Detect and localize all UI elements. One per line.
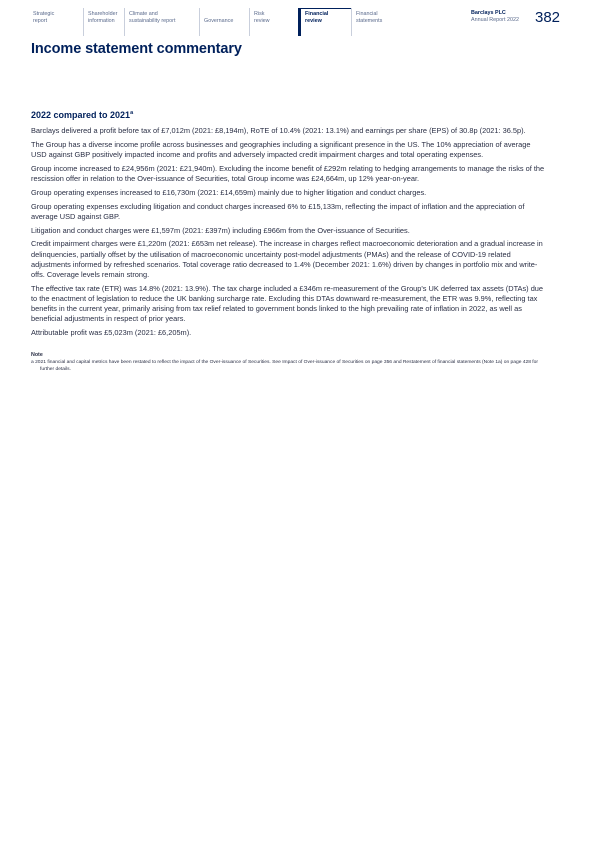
nav-tab-label-line2: statements bbox=[356, 18, 383, 24]
report-brand bbox=[471, 10, 519, 24]
page-title: Income statement commentary bbox=[31, 41, 242, 57]
nav-tab-strategic-report[interactable] bbox=[31, 8, 84, 36]
main-content bbox=[31, 110, 547, 373]
nav-tab-financial-review[interactable] bbox=[301, 8, 352, 36]
nav-tab-governance[interactable] bbox=[199, 8, 250, 36]
nav-tab-label-line1: Financial bbox=[356, 11, 378, 17]
nav-tab-label-line2: report bbox=[33, 18, 48, 24]
nav-tab-label-line2: information bbox=[88, 18, 115, 24]
section-heading bbox=[31, 110, 547, 120]
footnote-marker: a bbox=[130, 110, 134, 116]
nav-tab-financial-statements[interactable] bbox=[351, 8, 431, 36]
paragraph-effective-tax-rate: The effective tax rate (ETR) was 14.8% (2021: 13.9%). The tax charge included a £346m re-measurement of the Group's UK deferred tax assets (DTAs) due to the enactment of legislation to reduce the UK banking surcharge rate. Excluding this DTAs downward re-measurement, the ETR was 9.9%, reflecting tax benefits in the current year, primarily arising from tax relief related to government bonds linked to the high prevailing rate of inflation in 2022, as well as beneficial adjustments in respect of prior years. bbox=[31, 283, 544, 324]
nav-tab-label-line1: Strategic bbox=[33, 11, 55, 17]
nav-tab-label-line1 bbox=[204, 11, 250, 18]
paragraph-attributable-profit: Attributable profit was £5,023m (2021: £6,205m). bbox=[31, 328, 192, 338]
nav-tab-label-line2: review bbox=[254, 18, 270, 24]
paragraph-litigation-charges: Litigation and conduct charges were £1,597m (2021: £397m) including £966m from the Over-issuance of Securities. bbox=[31, 225, 410, 235]
nav-tab-label-line2: Governance bbox=[204, 18, 234, 24]
paragraph-profit-summary: Barclays delivered a profit before tax of £7,012m (2021: £8,194m), RoTE of 10.4% (2021: 13.1%) and earnings per share (EPS) of 30.8p (2021: 36.5p). bbox=[31, 126, 526, 135]
paragraph-expenses-excl-litigation: Group operating expenses excluding litigation and conduct charges increased 6% to £15,133m, reflecting the impact of inflation and the appreciation of average USD against GBP. bbox=[31, 201, 525, 221]
paragraph-income-profile: The Group has a diverse income profile across businesses and geographies including a significant presence in the US. The 10% appreciation of average USD against GBP positively impacted income and profits and adversely impacted credit impairment charges and total operating expenses. bbox=[31, 139, 531, 159]
nav-tab-label-line1: Financial bbox=[305, 11, 329, 17]
nav-tab-climate-sustainability[interactable] bbox=[124, 8, 200, 36]
nav-tab-label-line2: sustainability report bbox=[129, 18, 176, 24]
section-nav bbox=[31, 8, 537, 36]
nav-tab-label-line1: Shareholder bbox=[88, 11, 118, 17]
paragraph-credit-impairment: Credit impairment charges were £1,220m (2021: £653m net release). The increase in charges reflect macroeconomic deterioration and a gradual increase in delinquencies, partially offset by the utilisation of macroeconomic uncertainty post-model adjustments (PMAs) and the release of COVID-19 related adjustments informed by refreshed scenarios. Total coverage ratio decreased to 1.4% (December 2021: 1.6%) driven by changes in portfolio mix and write-offs. Coverage levels remain strong. bbox=[31, 239, 543, 279]
brand-subtitle: Annual Report 2022 bbox=[471, 17, 519, 23]
page-number: 382 bbox=[535, 9, 561, 26]
footnote bbox=[31, 352, 547, 373]
nav-tab-label-line2: review bbox=[305, 18, 322, 24]
nav-tab-label-line1: Climate and bbox=[129, 11, 158, 17]
footnote-label: Note bbox=[31, 352, 43, 359]
footnote-text: a 2021 financial and capital metrics have been restated to reflect the impact of the Over-issuance of Securities. See Impact of Over-issuance of Securities on page 356 and Restatement of financial statements (Note 1a) on page 428 for further details. bbox=[31, 360, 539, 372]
nav-tab-shareholder-information[interactable] bbox=[83, 8, 125, 36]
paragraph-operating-expenses: Group operating expenses increased to £16,730m (2021: £14,659m) mainly due to higher litigation and conduct charges. bbox=[31, 187, 427, 197]
section-heading-text: 2022 compared to 2021 bbox=[31, 110, 131, 120]
paragraph-group-income: Group income increased to £24,956m (2021: £21,940m). Excluding the income benefit of £292m relating to hedging arrangements to manage the risks of the rescission offer in relation to the Over-issuance of Securities, total Group income was £24,664m, up 12% year-on-year. bbox=[31, 163, 545, 183]
nav-tab-label-line1: Risk bbox=[254, 11, 265, 17]
brand-name: Barclays PLC bbox=[471, 10, 506, 16]
nav-tab-risk-review[interactable] bbox=[249, 8, 299, 36]
